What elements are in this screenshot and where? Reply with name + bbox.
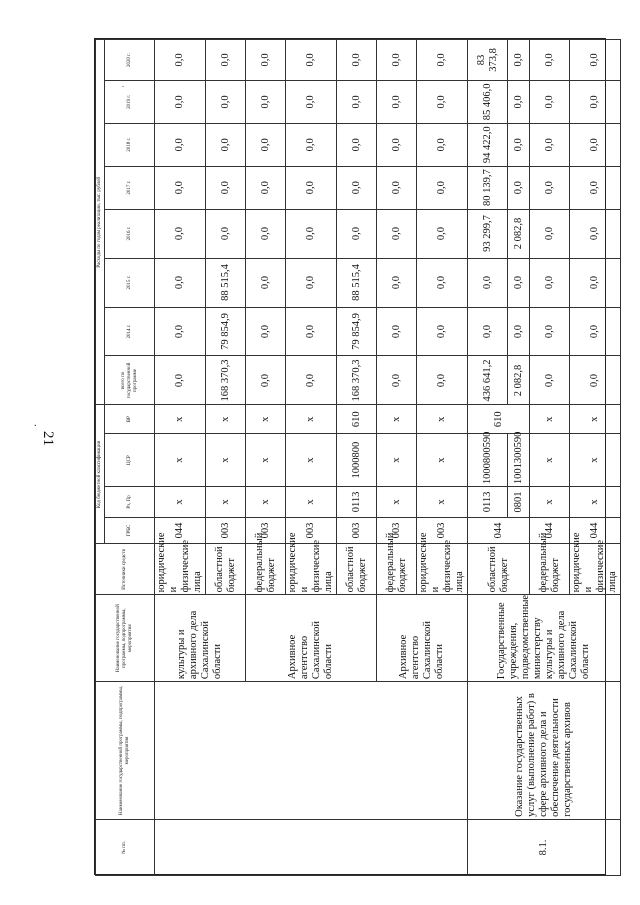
cell-2018: 0,0	[286, 123, 337, 166]
cell-executor: культуры и архивного дела Сахалинской области	[155, 595, 246, 682]
cell-rzpr: 0113	[468, 487, 508, 518]
cell-2015: 0,0	[155, 258, 206, 307]
cell-2020: 83 373,8	[468, 40, 508, 81]
cell-vr: х	[246, 405, 286, 434]
cell-2017: 0,0	[508, 166, 530, 209]
cell-2018: 0,0	[206, 123, 246, 166]
cell-2019: 0,0	[246, 80, 286, 123]
cell-source: федеральный бюджет	[246, 544, 286, 595]
header-2019: 2019 г.	[105, 80, 155, 123]
cell-2017: 0,0	[530, 166, 570, 209]
cell-2015: 0,0	[570, 258, 621, 307]
cell-vr: х	[417, 405, 468, 434]
cell-total: 168 370,3	[337, 356, 377, 405]
cell-source: областной бюджет	[206, 544, 246, 595]
cell-total: 2 082,8	[508, 356, 530, 405]
cell-csr: х	[570, 434, 621, 487]
cell-csr: х	[155, 434, 206, 487]
header-csr: ЦСР	[105, 434, 155, 487]
cell-source: юридические и физические лица	[417, 544, 468, 595]
cell-2018: 0,0	[508, 123, 530, 166]
cell-num	[155, 819, 468, 875]
cell-vr: х	[155, 405, 206, 434]
header-total: всего по государственной программе	[105, 356, 155, 405]
cell-2020: 0,0	[508, 40, 530, 81]
cell-2016: 0,0	[377, 209, 417, 258]
budget-table	[95, 39, 621, 876]
cell-2020: 0,0	[417, 40, 468, 81]
cell-2018: 0,0	[417, 123, 468, 166]
cell-2015: 0,0	[246, 258, 286, 307]
cell-2014: 0,0	[155, 307, 206, 356]
cell-2017: 0,0	[286, 166, 337, 209]
cell-2017: 80 139,7	[468, 166, 508, 209]
cell-2017: 0,0	[155, 166, 206, 209]
cell-2016: 0,0	[530, 209, 570, 258]
cell-csr: х	[246, 434, 286, 487]
cell-2018: 0,0	[155, 123, 206, 166]
cell-grbs: 044	[570, 517, 621, 544]
cell-2018: 0,0	[570, 123, 621, 166]
header-2015: 2015 г.	[105, 258, 155, 307]
header-executor: Наименование государственной программы, подпрограммы, мероприятия	[96, 595, 155, 682]
cell-2014: 0,0	[530, 307, 570, 356]
cell-grbs: 003	[246, 517, 286, 544]
cell-source: юридические и физические лица	[155, 544, 206, 595]
cell-csr: 1000800	[337, 434, 377, 487]
cell-2015: 0,0	[286, 258, 337, 307]
cell-total: 0,0	[246, 356, 286, 405]
cell-grbs: 044	[468, 517, 530, 544]
cell-2016: 0,0	[417, 209, 468, 258]
cell-csr: х	[206, 434, 246, 487]
cell-2014: 0,0	[246, 307, 286, 356]
cell-rzpr: х	[206, 487, 246, 518]
cell-2020: 0,0	[246, 40, 286, 81]
cell-2018: 0,0	[246, 123, 286, 166]
cell-2018: 0,0	[337, 123, 377, 166]
cell-2016: 0,0	[570, 209, 621, 258]
header-2014: 2014 г.	[105, 307, 155, 356]
cell-total: 0,0	[570, 356, 621, 405]
header-num: № пп.	[96, 819, 155, 875]
cell-2020: 0,0	[286, 40, 337, 81]
cell-source: юридические и физические лица	[286, 544, 337, 595]
cell-rzpr: х	[377, 487, 417, 518]
cell-2019: 0,0	[206, 80, 246, 123]
cell-2015: 0,0	[508, 258, 530, 307]
cell-2015: 88 515,4	[206, 258, 246, 307]
cell-rzpr: 0801	[508, 487, 530, 518]
cell-total: 168 370,3	[206, 356, 246, 405]
cell-grbs: 003	[377, 517, 417, 544]
cell-2016: 0,0	[246, 209, 286, 258]
cell-rzpr: х	[417, 487, 468, 518]
cell-grbs: 003	[337, 517, 377, 544]
cell-total: 0,0	[530, 356, 570, 405]
cell-rzpr: 0113	[337, 487, 377, 518]
cell-source: юридические и физические лица	[570, 544, 621, 595]
cell-2016: 93 299,7	[468, 209, 508, 258]
cell-executor: Архивное агентство Сахалинской области	[377, 595, 468, 682]
cell-num: 8.1.	[468, 819, 621, 875]
cell-2015: 0,0	[530, 258, 570, 307]
cell-program	[155, 682, 468, 820]
cell-rzpr: х	[246, 487, 286, 518]
cell-total: 0,0	[417, 356, 468, 405]
cell-2019: 0,0	[377, 80, 417, 123]
cell-2017: 0,0	[377, 166, 417, 209]
header-2020: 2020 г.	[105, 40, 155, 81]
cell-total: 0,0	[286, 356, 337, 405]
cell-2016: 0,0	[286, 209, 337, 258]
cell-2020: 0,0	[155, 40, 206, 81]
cell-2019: 0,0	[417, 80, 468, 123]
cell-2016: 0,0	[155, 209, 206, 258]
cell-csr: 1001300590	[508, 434, 530, 487]
cell-2018: 0,0	[530, 123, 570, 166]
cell-vr: х	[206, 405, 246, 434]
cell-program: Оказание государственных услуг (выполнение работ) в сфере архивного дела и обеспечение деятельности государственных архивов	[468, 682, 621, 820]
table-row	[155, 40, 206, 876]
header-budget-code: Код бюджетной классификации	[96, 405, 105, 544]
cell-grbs: 003	[286, 517, 337, 544]
cell-2019: 85 406,0	[468, 80, 508, 123]
header-2018: 2018 г.	[105, 123, 155, 166]
cell-source: областной бюджет	[468, 544, 530, 595]
page-number: 21	[40, 431, 56, 446]
cell-total: 0,0	[155, 356, 206, 405]
cell-csr: х	[417, 434, 468, 487]
cell-source: федеральный бюджет	[377, 544, 417, 595]
cell-2014: 79 854,9	[206, 307, 246, 356]
cell-2017: 0,0	[246, 166, 286, 209]
cell-vr: х	[530, 405, 570, 434]
cell-grbs: 003	[417, 517, 468, 544]
cell-2014: 79 854,9	[337, 307, 377, 356]
cell-csr: х	[377, 434, 417, 487]
header-program: Наименование государственной программы, подпрограммы, мероприятия	[96, 682, 155, 820]
table-row	[468, 40, 508, 876]
stray-mark: .	[122, 80, 124, 89]
cell-2019: 0,0	[155, 80, 206, 123]
cell-executor: Государственные учреждения, подведомственные министерству культуры и архивного дела Сахалинской области	[468, 595, 621, 682]
cell-2016: 0,0	[206, 209, 246, 258]
cell-2020: 0,0	[377, 40, 417, 81]
cell-2019: 0,0	[337, 80, 377, 123]
cell-source: областной бюджет	[337, 544, 377, 595]
cell-vr: х	[570, 405, 621, 434]
cell-grbs: 003	[206, 517, 246, 544]
cell-2017: 0,0	[206, 166, 246, 209]
cell-2020: 0,0	[206, 40, 246, 81]
cell-rzpr: х	[286, 487, 337, 518]
cell-2014: 0,0	[377, 307, 417, 356]
cell-2020: 0,0	[530, 40, 570, 81]
cell-2019: 0,0	[530, 80, 570, 123]
header-expenses: Расходы по годам реализации, тыс. рублей	[96, 40, 105, 405]
rotated-table-wrapper	[95, 39, 618, 876]
cell-2014: 0,0	[417, 307, 468, 356]
cell-2020: 0,0	[337, 40, 377, 81]
cell-csr: х	[286, 434, 337, 487]
header-grbs: ГРБС	[105, 517, 155, 544]
header-2017: 2017 г.	[105, 166, 155, 209]
cell-2014: 0,0	[570, 307, 621, 356]
cell-source: федеральный бюджет	[530, 544, 570, 595]
cell-2019: 0,0	[570, 80, 621, 123]
cell-2019: 0,0	[508, 80, 530, 123]
cell-2016: 2 082,8	[508, 209, 530, 258]
cell-2014: 0,0	[468, 307, 508, 356]
cell-2018: 94 422,0	[468, 123, 508, 166]
cell-vr: х	[286, 405, 337, 434]
cell-vr: х	[377, 405, 417, 434]
cell-2020: 0,0	[570, 40, 621, 81]
stray-mark: .	[34, 418, 37, 429]
cell-2019: 0,0	[286, 80, 337, 123]
header-2016: 2016 г.	[105, 209, 155, 258]
cell-2015: 0,0	[377, 258, 417, 307]
cell-2015: 88 515,4	[337, 258, 377, 307]
cell-2015: 0,0	[417, 258, 468, 307]
cell-2018: 0,0	[377, 123, 417, 166]
cell-2015: 0,0	[468, 258, 508, 307]
cell-grbs: 044	[155, 517, 206, 544]
cell-2014: 0,0	[508, 307, 530, 356]
cell-rzpr: х	[530, 487, 570, 518]
cell-grbs: 044	[530, 517, 570, 544]
cell-rzpr: х	[570, 487, 621, 518]
cell-vr: 610	[468, 405, 530, 434]
header-rzpr: Рз, Пр	[105, 487, 155, 518]
table-sheet	[94, 38, 618, 875]
cell-2017: 0,0	[570, 166, 621, 209]
header-vr: ВР	[105, 405, 155, 434]
cell-2016: 0,0	[337, 209, 377, 258]
cell-csr: 1000800590	[468, 434, 508, 487]
header-source: Источники средств	[96, 544, 155, 595]
cell-csr: х	[530, 434, 570, 487]
cell-total: 0,0	[377, 356, 417, 405]
cell-rzpr: х	[155, 487, 206, 518]
cell-total: 436 641,2	[468, 356, 508, 405]
cell-2014: 0,0	[286, 307, 337, 356]
cell-2017: 0,0	[337, 166, 377, 209]
cell-vr: 610	[337, 405, 377, 434]
cell-2017: 0,0	[417, 166, 468, 209]
cell-executor: Архивное агентство Сахалинской области	[246, 595, 377, 682]
